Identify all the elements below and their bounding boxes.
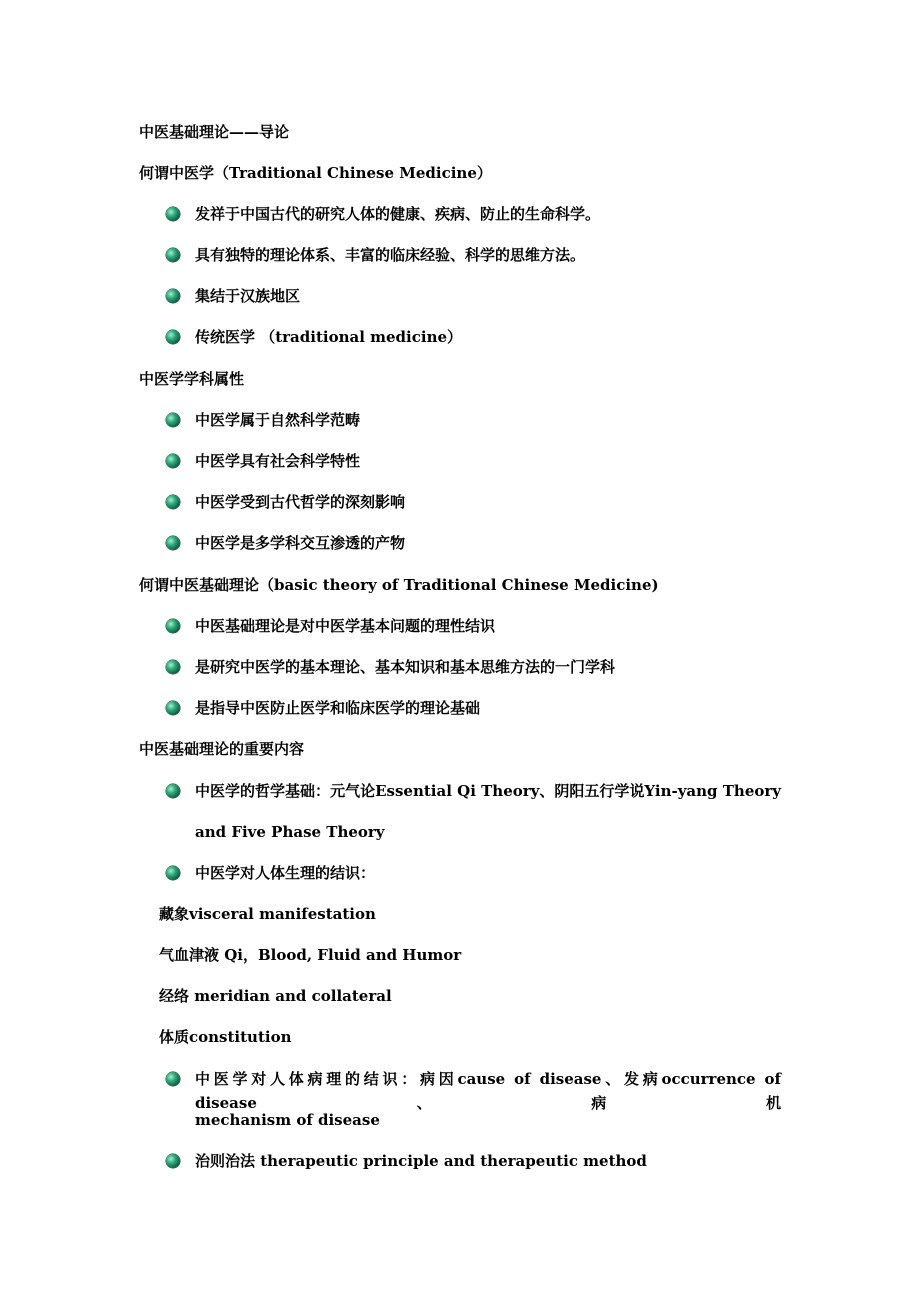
list-item: 中医基础理论是对中医学基本问题的理性结识 (195, 617, 496, 635)
list-item: 中医学是多学科交互渗透的产物 (195, 534, 406, 552)
bullet-icon (166, 454, 180, 468)
bullet-icon (166, 660, 180, 674)
bullet-icon (166, 784, 180, 798)
list-item-philosophy-continued: and Five Phase Theory (195, 823, 385, 841)
bullet-icon (166, 495, 180, 509)
sub-item: 藏象visceral manifestation (159, 905, 376, 923)
bullet-icon (166, 330, 180, 344)
bullet-icon (166, 289, 180, 303)
list-item: 发祥于中国古代的研究人体的健康、疾病、防止的生命科学。 (195, 205, 601, 223)
list-item: 是研究中医学的基本理论、基本知识和基本思维方法的一门学科 (195, 658, 616, 676)
list-item: 中医学具有社会科学特性 (195, 452, 361, 470)
bullet-icon (166, 866, 180, 880)
section-heading-main-content: 中医基础理论的重要内容 (139, 740, 305, 758)
list-item: 是指导中医防止医学和临床医学的理论基础 (195, 699, 481, 717)
bullet-icon (166, 1154, 180, 1168)
list-item: 传统医学 （traditional medicine） (195, 328, 463, 346)
section-heading-discipline: 中医学学科属性 (139, 370, 245, 388)
list-item-treatment: 治则治法 therapeutic principle and therapeutic method (195, 1152, 647, 1170)
list-item-pathology-continued: mechanism of disease (195, 1111, 380, 1129)
bullet-icon (166, 1072, 180, 1086)
bullet-icon (166, 207, 180, 221)
list-item: 中医学受到古代哲学的深刻影响 (195, 493, 406, 511)
list-item: 中医学属于自然科学范畴 (195, 411, 361, 429)
list-item: 具有独特的理论体系、丰富的临床经验、科学的思维方法。 (195, 246, 586, 264)
list-item-philosophy: 中医学的哲学基础：元气论Essential Qi Theory、阴阳五行学说Yin-yang Theory (195, 782, 781, 800)
sub-item: 体质constitution (159, 1028, 292, 1046)
bullet-icon (166, 413, 180, 427)
bullet-icon (166, 536, 180, 550)
bullet-icon (166, 701, 180, 715)
list-item-physiology: 中医学对人体生理的结识： (195, 864, 376, 882)
document-title: 中医基础理论——导论 (139, 123, 290, 141)
section-heading-tcm: 何谓中医学（Traditional Chinese Medicine） (139, 164, 492, 182)
sub-item: 气血津液 Qi，Blood, Fluid and Humor (159, 946, 462, 964)
list-item-pathology: 中医学对人体病理的结识：病因cause of disease、发病occurrence of disease、病机 (195, 1070, 781, 1112)
list-item: 集结于汉族地区 (195, 287, 301, 305)
sub-item: 经络 meridian and collateral (159, 987, 392, 1005)
bullet-icon (166, 248, 180, 262)
bullet-icon (166, 619, 180, 633)
section-heading-basic-theory: 何谓中医基础理论（basic theory of Traditional Chinese Medicine) (139, 576, 659, 594)
